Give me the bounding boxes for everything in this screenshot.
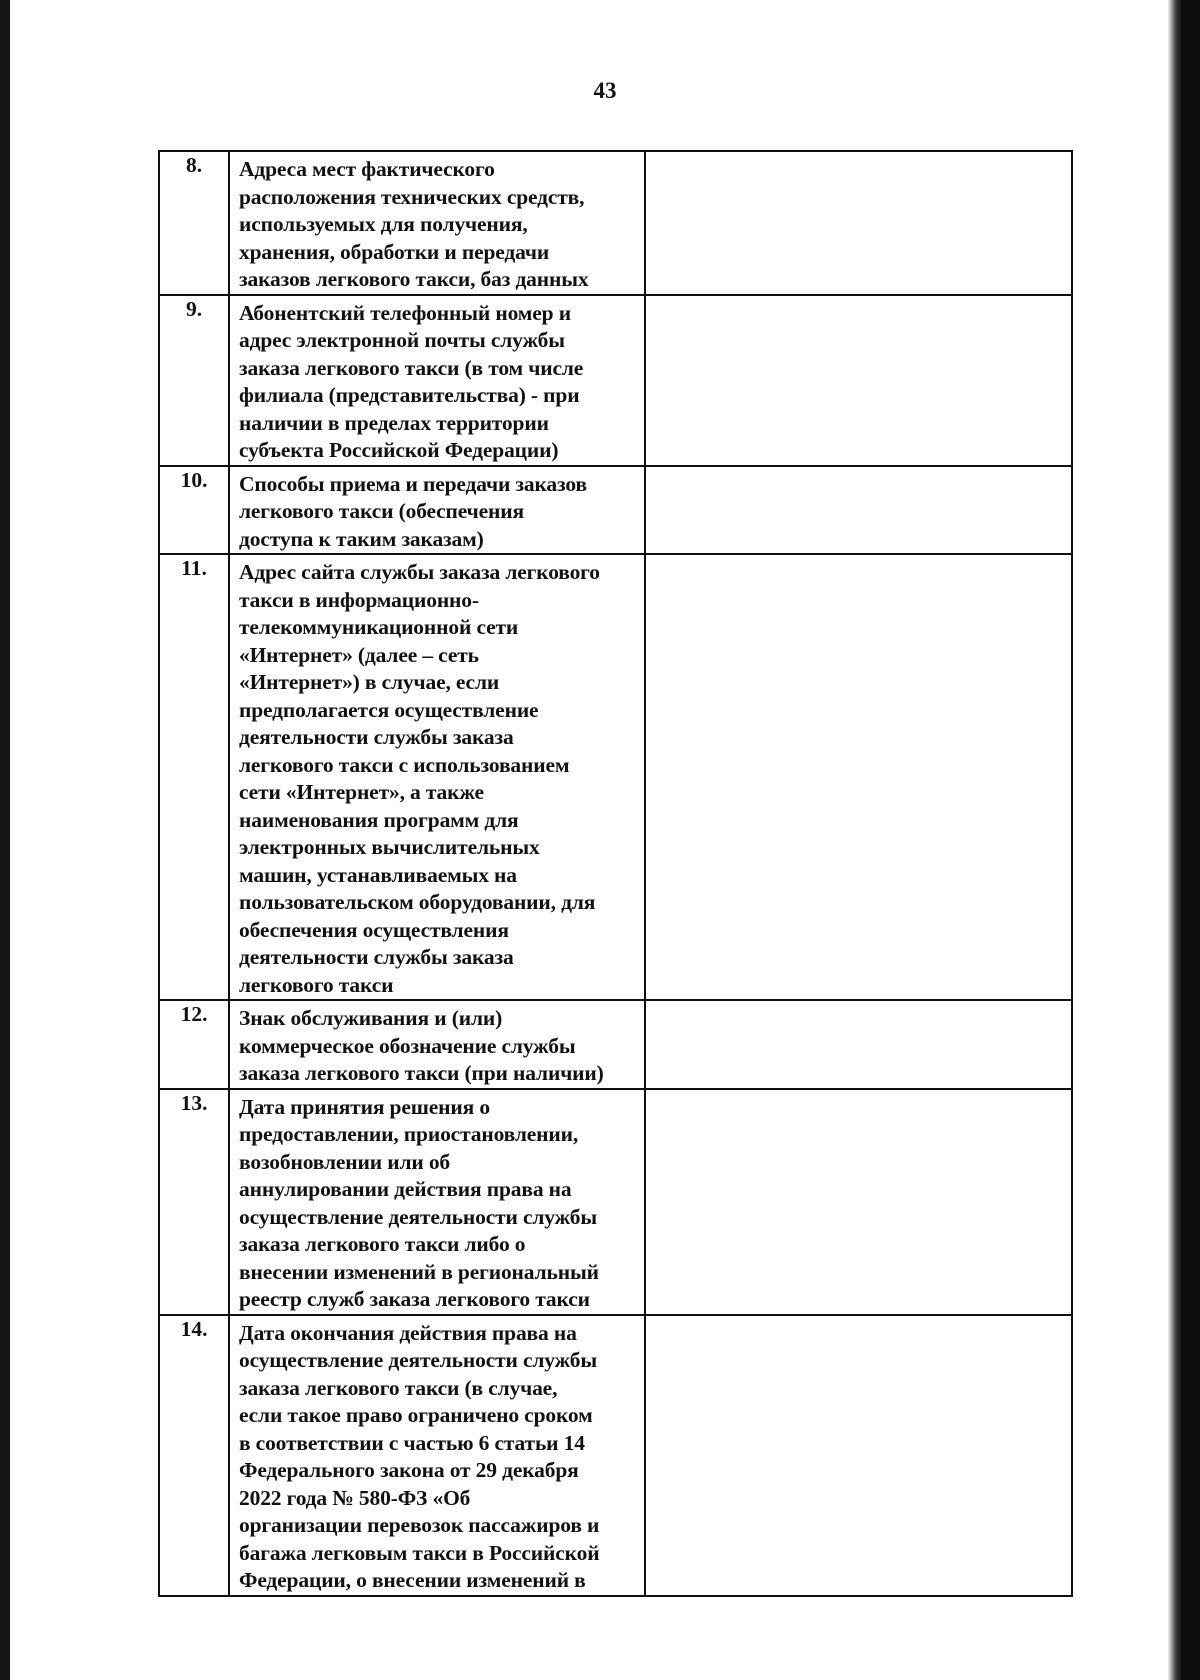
table-row xyxy=(159,1315,1072,1596)
registry-fields-table xyxy=(158,150,1073,1597)
row-description: Знак обслуживания и (или) коммерческое обозначение службы заказа легкового такси (при наличии) xyxy=(229,1000,645,1089)
row-description: Адрес сайта службы заказа легкового такси в информационно- телекоммуникационной сети «Интернет» (далее – сеть «Интернет») в случае, если предполагается осуществление деятельности службы заказа легкового такси с использованием сети «Интернет», а также наименования программ для электронных вычислительных машин, устанавливаемых на пользовательском оборудовании, для обеспечения осуществления деятельности службы заказа легкового такси xyxy=(229,554,645,1000)
table-row xyxy=(159,1089,1072,1315)
row-description: Адреса мест фактического расположения технических средств, используемых для получения, хранения, обработки и передачи заказов легкового такси, баз данных xyxy=(229,151,645,295)
row-description: Дата окончания действия права на осуществление деятельности службы заказа легкового такси (в случае, если такое право ограничено сроком в соответствии с частью 6 статьи 14 Федерального закона от 29 декабря 2022 года № 580-ФЗ «Об организации перевозок пассажиров и багажа легковым такси в Российской Федерации, о внесении изменений в xyxy=(229,1315,645,1596)
row-value xyxy=(645,466,1072,555)
row-value xyxy=(645,1089,1072,1315)
row-description: Способы приема и передачи заказов легкового такси (обеспечения доступа к таким заказам) xyxy=(229,466,645,555)
row-value xyxy=(645,1315,1072,1596)
scan-edge-left xyxy=(0,0,10,1680)
row-value xyxy=(645,295,1072,466)
row-number: 12. xyxy=(159,1000,229,1089)
row-value xyxy=(645,151,1072,295)
row-description: Абонентский телефонный номер и адрес электронной почты службы заказа легкового такси (в том числе филиала (представительства) - при наличии в пределах территории субъекта Российской Федерации) xyxy=(229,295,645,466)
row-number: 14. xyxy=(159,1315,229,1596)
row-value xyxy=(645,554,1072,1000)
table-row xyxy=(159,554,1072,1000)
table-row xyxy=(159,151,1072,295)
table-row xyxy=(159,1000,1072,1089)
row-description: Дата принятия решения о предоставлении, приостановлении, возобновлении или об аннулировании действия права на осуществление деятельности службы заказа легкового такси либо о внесении изменений в региональный реестр служб заказа легкового такси xyxy=(229,1089,645,1315)
row-number: 13. xyxy=(159,1089,229,1315)
table-row xyxy=(159,466,1072,555)
scan-edge-right xyxy=(1168,0,1200,1680)
row-value xyxy=(645,1000,1072,1089)
row-number: 8. xyxy=(159,151,229,295)
row-number: 11. xyxy=(159,554,229,1000)
table-row xyxy=(159,295,1072,466)
row-number: 9. xyxy=(159,295,229,466)
page-number: 43 xyxy=(593,78,617,103)
row-number: 10. xyxy=(159,466,229,555)
